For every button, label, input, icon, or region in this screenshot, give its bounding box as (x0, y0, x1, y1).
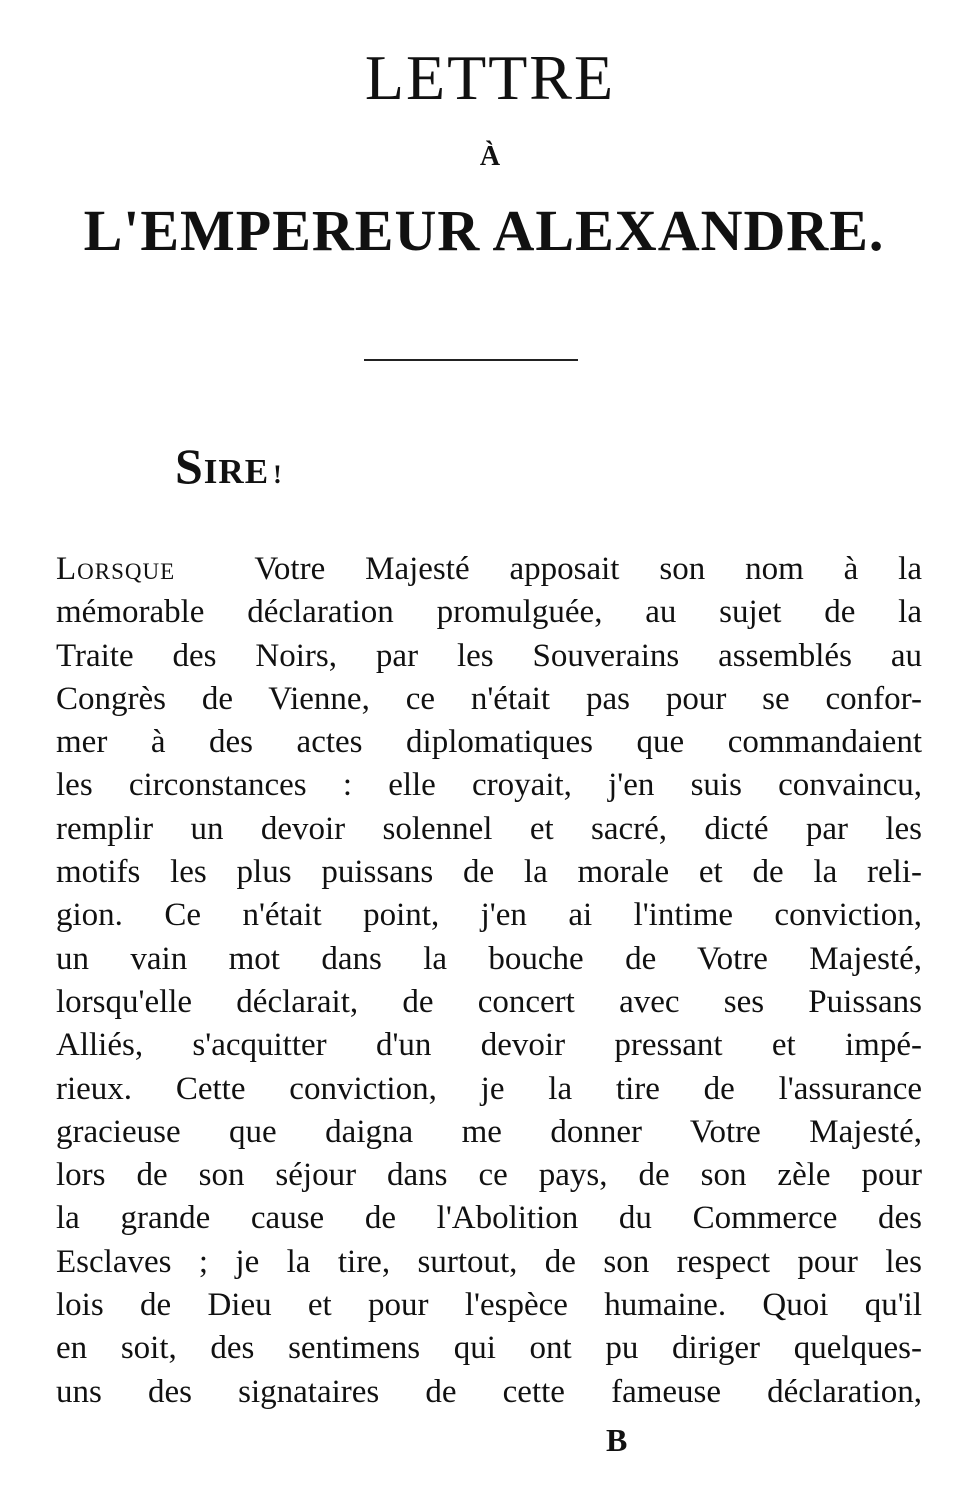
text-line: Congrès de Vienne, ce n'était pas pour se confor- (56, 680, 922, 717)
text-line: lorsqu'elle déclarait, de concert avec ses Puissans (56, 983, 922, 1020)
text-line: lois de Dieu et pour l'espèce humaine. Quoi qu'il (56, 1287, 922, 1324)
text-line: en soit, des sentimens qui ont pu diriger quelques- (56, 1330, 922, 1367)
text-line-content: Votre Majesté apposait son nom à la (254, 551, 922, 587)
divider-rule (364, 359, 578, 361)
lead-word: Lorsque (56, 551, 176, 587)
text-line: gracieuse que daigna me donner Votre Majesté, (56, 1113, 922, 1150)
text-line: uns des signataires de cette fameuse déclaration, (56, 1373, 922, 1410)
text-line (56, 548, 922, 591)
text-line: rieux. Cette conviction, je la tire de l'assurance (56, 1070, 922, 1107)
text-line: mémorable déclaration promulguée, au sujet de la (56, 594, 922, 631)
text-line: la grande cause de l'Abolition du Commerce des (56, 1200, 922, 1237)
text-line: un vain mot dans la bouche de Votre Majesté, (56, 940, 922, 977)
title-preposition: À (479, 141, 501, 172)
signature-mark: B (606, 1422, 628, 1458)
salutation-text: Sire (175, 438, 270, 494)
page-title: LETTRE (364, 42, 616, 113)
text-line: les circonstances : elle croyait, j'en suis convaincu, (56, 767, 922, 804)
text-line: motifs les plus puissans de la morale et de la reli- (56, 854, 922, 891)
text-line: Esclaves ; je la tire, surtout, de son respect pour les (56, 1243, 922, 1280)
text-line: lors de son séjour dans ce pays, de son zèle pour (56, 1157, 922, 1194)
salutation (175, 436, 283, 505)
salutation-punct: ! (273, 460, 283, 489)
text-line: remplir un devoir solennel et sacré, dicté par les (56, 810, 922, 847)
text-line: mer à des actes diplomatiques que commandaient (56, 724, 922, 761)
text-line: gion. Ce n'était point, j'en ai l'intime conviction, (56, 897, 922, 934)
text-line: Alliés, s'acquitter d'un devoir pressant et impé- (56, 1027, 922, 1064)
page-subtitle: L'EMPEREUR ALEXANDRE. (83, 198, 885, 263)
text-line: Traite des Noirs, par les Souverains assemblés au (56, 637, 922, 674)
body-text (56, 548, 922, 1414)
